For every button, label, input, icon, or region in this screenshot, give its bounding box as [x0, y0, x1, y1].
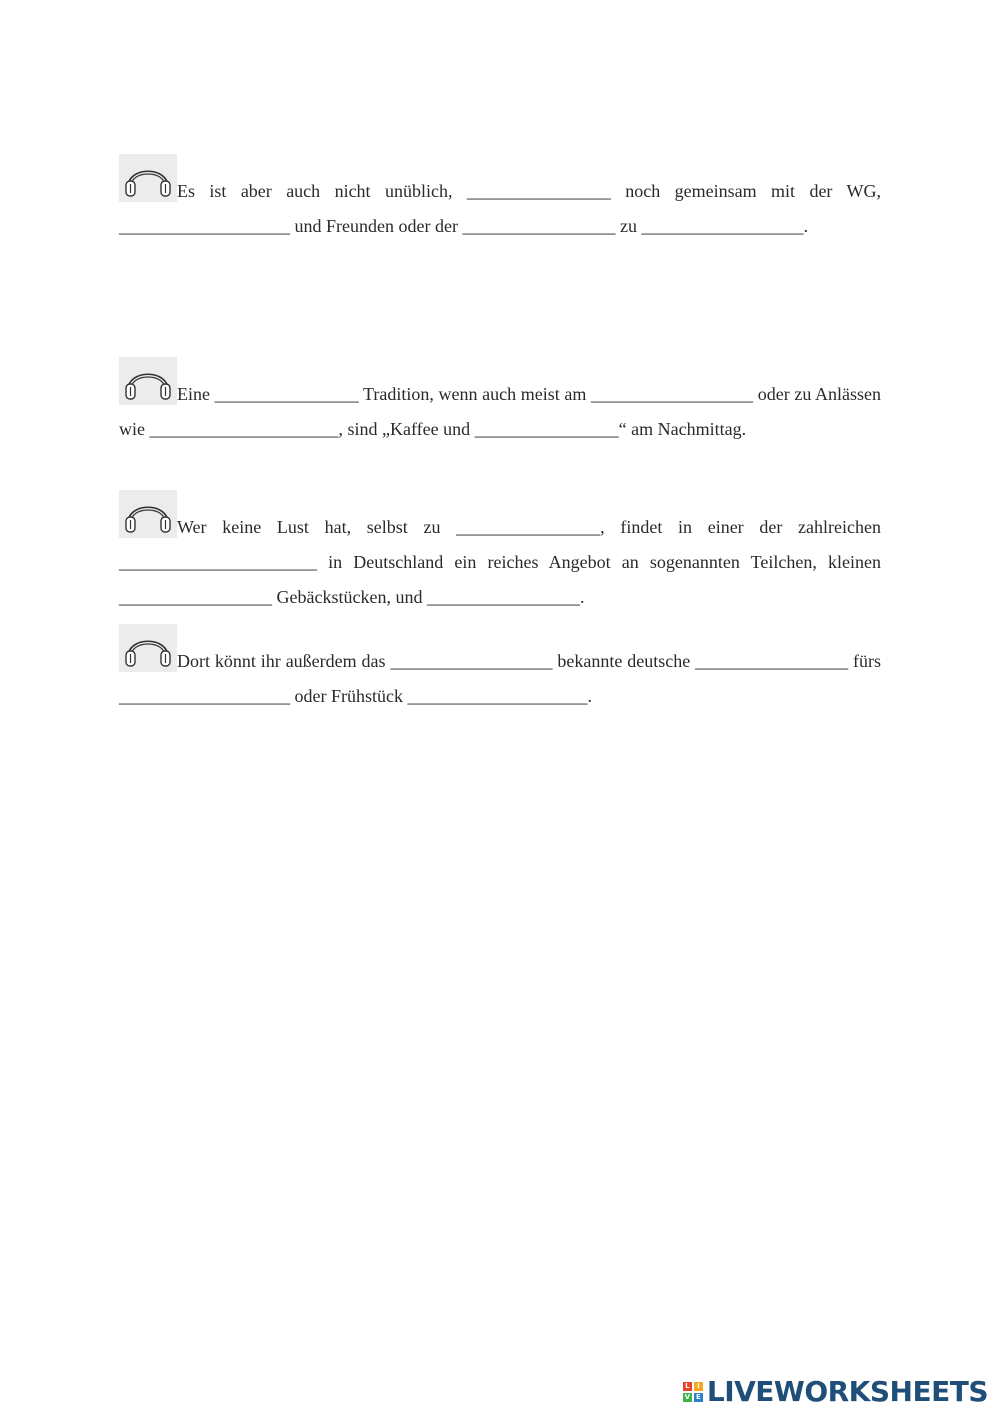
paragraph-text: Wer keine Lust hat, selbst zu ________________, findet in einer der zahlreichen ______________________ in Deutschland ein reiches Angebot an sogenannten Teilchen, kleinen _________________ Gebäckstücken, und _________________.	[119, 517, 881, 607]
liveworksheets-logo	[683, 1375, 988, 1408]
live-mark-letter: I	[694, 1382, 703, 1391]
live-mark-icon	[683, 1382, 703, 1402]
live-mark-letter: V	[684, 1392, 691, 1401]
paragraph-text: Es ist aber auch nicht unüblich, ________________ noch gemeinsam mit der WG, ___________________ und Freunden oder der _________________ zu __________________.	[119, 181, 881, 236]
exercise-paragraph-2	[119, 357, 881, 447]
headphones-icon[interactable]	[119, 357, 177, 405]
brand-text: LIVEWORKSHEETS	[706, 1375, 988, 1408]
live-mark-letter: E	[694, 1393, 703, 1402]
paragraph-text: Eine ________________ Tradition, wenn auch meist am __________________ oder zu Anlässen wie _____________________, sind „Kaffee und ________________“ am Nachmittag.	[119, 384, 881, 439]
exercise-paragraph-4	[119, 624, 881, 714]
headphones-icon[interactable]	[119, 624, 177, 672]
exercise-paragraph-3	[119, 490, 881, 615]
headphones-icon[interactable]	[119, 154, 177, 202]
exercise-paragraph-1	[119, 154, 881, 244]
paragraph-text: Dort könnt ihr außerdem das __________________ bekannte deutsche _________________ fürs ___________________ oder Frühstück ____________________.	[119, 651, 881, 706]
headphones-icon[interactable]	[119, 490, 177, 538]
live-mark-letter: L	[683, 1382, 692, 1391]
